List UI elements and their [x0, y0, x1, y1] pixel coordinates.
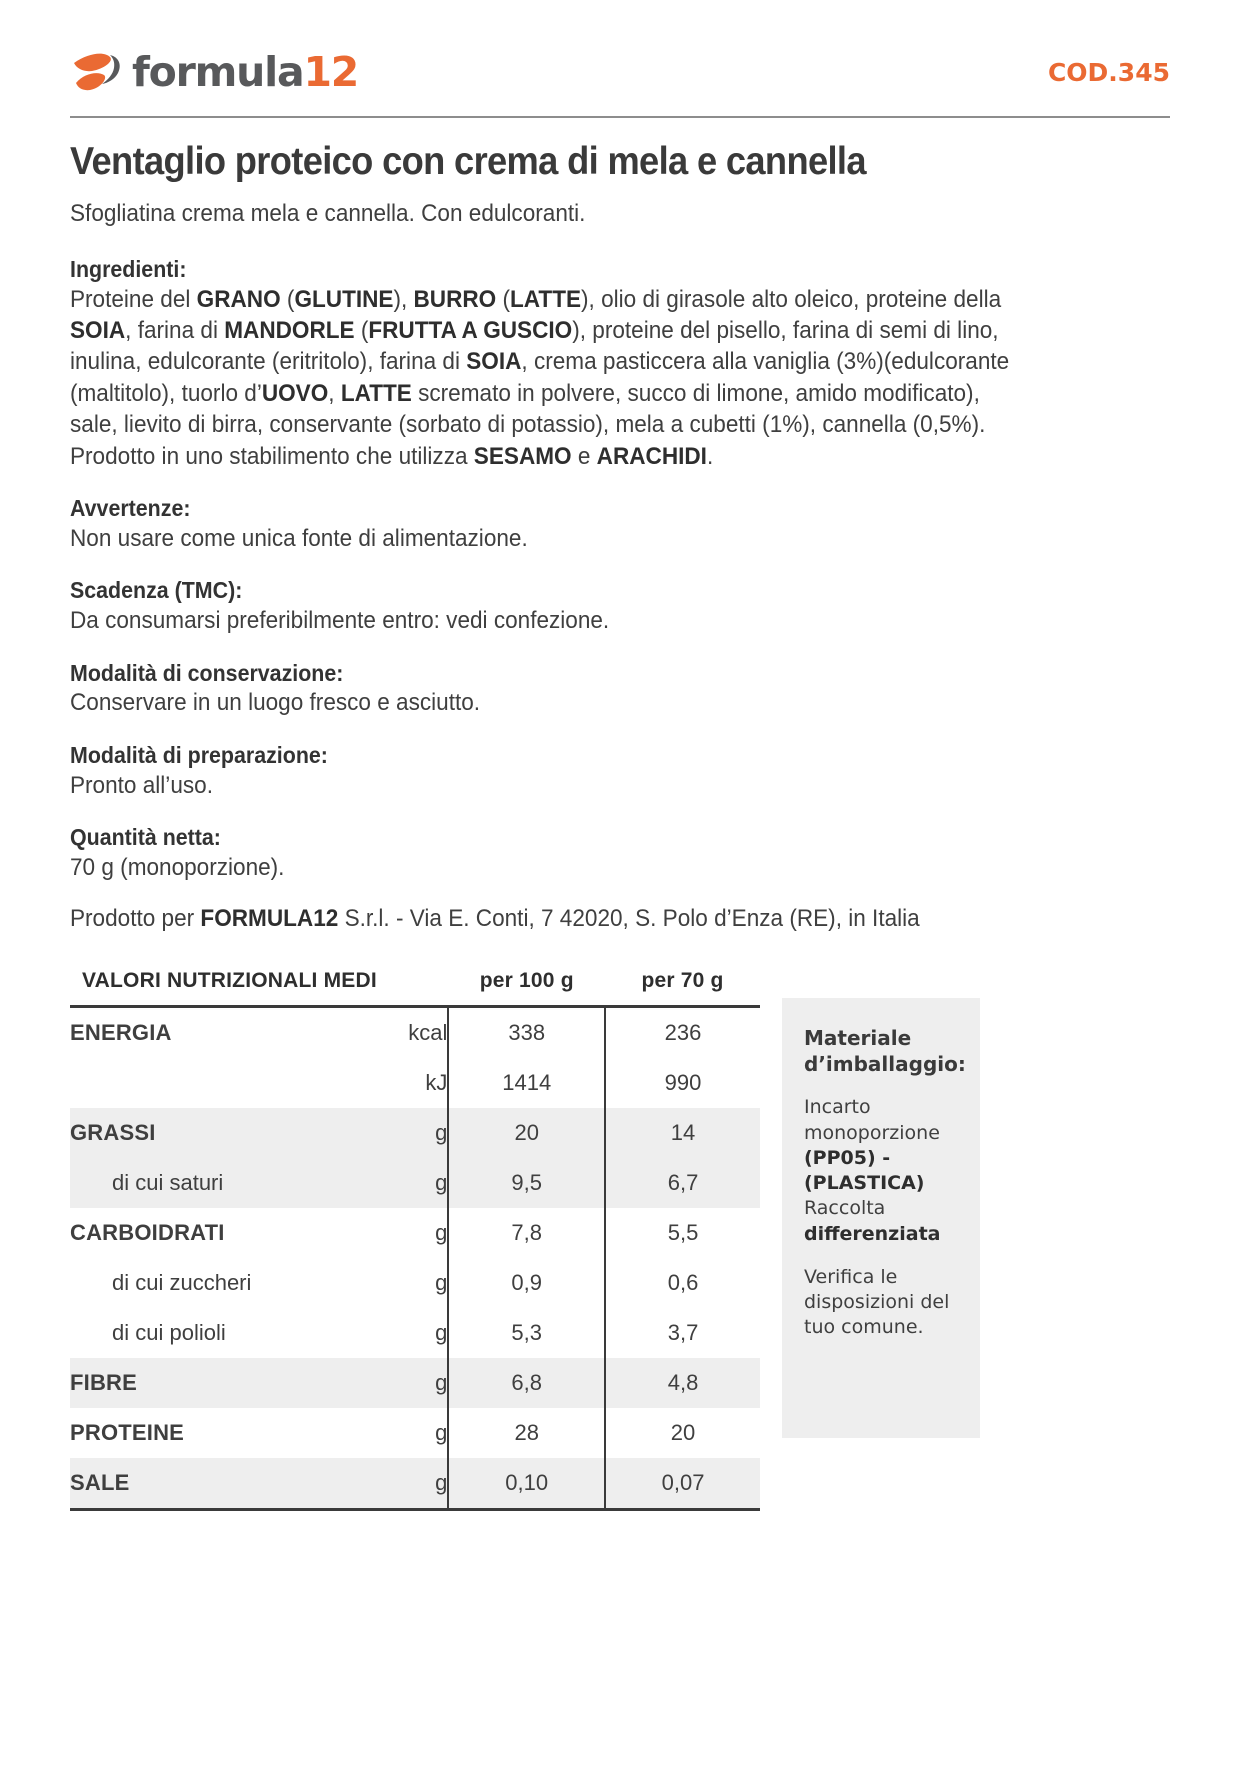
value-per-100g: 1414: [448, 1058, 605, 1108]
nutrition-table-body: [70, 1007, 760, 1509]
value-per-70g: 14: [605, 1108, 760, 1158]
brand-name-twelve: 12: [303, 47, 359, 96]
quantita-text: 70 g (monoporzione).: [70, 853, 285, 881]
value-per-100g: 0,9: [448, 1258, 605, 1308]
header-values-label: VALORI NUTRIZIONALI MEDI: [82, 969, 377, 993]
packaging-info-box: [782, 998, 980, 1438]
nutrient-unit: g: [435, 1220, 448, 1246]
scadenza-text: Da consumarsi preferibilmente entro: vedi confezione.: [70, 607, 610, 635]
nutrition-header-row: [70, 963, 760, 1007]
table-row: [70, 1408, 760, 1458]
nutrient-unit: g: [362, 1458, 448, 1508]
brand-wordmark: [132, 47, 359, 96]
value-per-70g: 4,8: [605, 1358, 760, 1408]
section-quantita: [70, 823, 1170, 883]
preparazione-text: Pronto all’uso.: [70, 771, 213, 799]
value-per-70g: 0,6: [605, 1258, 760, 1308]
product-code: COD.345: [1047, 57, 1170, 87]
value-per-100g: 20: [448, 1108, 605, 1158]
nutrient-name: FIBRE: [70, 1358, 362, 1408]
section-conservazione: [70, 659, 1170, 719]
nutrient-name: di cui polioli: [112, 1320, 226, 1346]
table-row: [70, 1308, 760, 1358]
nutrient-name: ENERGIA: [70, 1020, 172, 1046]
brand-name-formula: formula: [132, 47, 304, 96]
section-heading-ingredienti: Ingredienti:: [70, 255, 187, 282]
product-subtitle: Sfogliatina crema mela e cannella. Con edulcoranti.: [70, 199, 586, 227]
nutrient-name: PROTEINE: [70, 1420, 185, 1446]
nutrient-unit: g: [435, 1420, 448, 1446]
nutrition-table: [70, 963, 760, 1508]
nutrient-name: GRASSI: [70, 1108, 362, 1158]
producer-line: Prodotto per FORMULA12 S.r.l. - Via E. Conti, 7 42020, S. Polo d’Enza (RE), in Italia: [70, 905, 920, 933]
value-per-100g: 6,8: [448, 1358, 605, 1408]
packaging-note: Verifica le disposizioni del tuo comune.: [804, 1265, 950, 1339]
section-heading-preparazione: Modalità di preparazione:: [70, 741, 328, 768]
nutrient-name: CARBOIDRATI: [70, 1220, 225, 1246]
table-bottom-divider: [70, 1508, 760, 1511]
table-row: [70, 1358, 760, 1408]
header-per-100g: per 100 g: [479, 969, 574, 993]
value-per-100g: 7,8: [448, 1208, 605, 1258]
nutrient-unit: g: [362, 1158, 448, 1208]
table-row: [70, 1108, 760, 1158]
conservazione-text: Conservare in un luogo fresco e asciutto.: [70, 689, 481, 717]
value-per-100g: 5,3: [448, 1308, 605, 1358]
section-avvertenze: [70, 494, 1170, 554]
nutrient-unit: kcal: [408, 1020, 448, 1046]
table-row: [70, 1258, 760, 1308]
label-content: [70, 118, 1170, 933]
table-row: [70, 1458, 760, 1508]
section-scadenza: [70, 576, 1170, 636]
packaging-material-text: Incarto monoporzione (PP05) - (PLASTICA) Raccolta differenziata: [804, 1096, 941, 1245]
table-row: [70, 1007, 760, 1059]
table-row: [70, 1208, 760, 1258]
value-per-100g: 338: [448, 1007, 605, 1059]
butterfly-logo-icon: [70, 43, 128, 101]
nutrient-unit: g: [362, 1358, 448, 1408]
section-heading-scadenza: Scadenza (TMC):: [70, 577, 243, 604]
nutrient-name: di cui zuccheri: [112, 1270, 252, 1296]
value-per-70g: 3,7: [605, 1308, 760, 1358]
nutrient-unit: g: [435, 1320, 448, 1346]
page-header: [70, 0, 1170, 108]
nutrient-unit: kJ: [425, 1070, 448, 1096]
page-title: Ventaglio proteico con crema di mela e cannella: [70, 140, 866, 183]
table-row: [70, 1058, 760, 1108]
ingredients-text: Proteine del GRANO (GLUTINE), BURRO (LATTE), olio di girasole alto oleico, proteine della SOIA, farina di MANDORLE (FRUTTA A GUSCIO), proteine del pisello, farina di semi di lino, inulina, edulcorante (eritritolo), farina di SOIA, crema pasticcera alla vaniglia (3%)(edulcorante (maltitolo), tuorlo d’UOVO, LATTE scremato in polvere, succo di limone, amido modificato), sale, lievito di birra, conservante (sorbato di potassio), mela a cubetti (1%), cannella (0,5%).: [70, 285, 1010, 439]
brand-logo: [70, 43, 358, 101]
packaging-title: Materiale d’imballaggio:: [804, 1026, 966, 1076]
section-heading-conservazione: Modalità di conservazione:: [70, 659, 344, 686]
nutrition-area: [70, 963, 1170, 1511]
nutrient-unit: g: [362, 1108, 448, 1158]
nutrition-table-head: [70, 963, 760, 1007]
section-ingredienti: [70, 255, 1170, 472]
ingredients-facility-note: Prodotto in uno stabilimento che utilizza SESAMO e ARACHIDI.: [70, 442, 714, 470]
table-row: [70, 1158, 760, 1208]
value-per-100g: 9,5: [448, 1158, 605, 1208]
value-per-70g: 5,5: [605, 1208, 760, 1258]
avvertenze-text: Non usare come unica fonte di alimentazione.: [70, 524, 528, 552]
value-per-100g: 0,10: [448, 1458, 605, 1508]
value-per-70g: 990: [605, 1058, 760, 1108]
value-per-100g: 28: [448, 1408, 605, 1458]
nutrient-name: [70, 1058, 362, 1108]
nutrient-name: SALE: [70, 1458, 362, 1508]
nutrient-unit: g: [435, 1270, 448, 1296]
value-per-70g: 6,7: [605, 1158, 760, 1208]
nutrient-name: di cui saturi: [70, 1158, 362, 1208]
value-per-70g: 236: [605, 1007, 760, 1059]
value-per-70g: 0,07: [605, 1458, 760, 1508]
header-per-70g: per 70 g: [641, 969, 724, 993]
section-heading-quantita: Quantità netta:: [70, 823, 221, 850]
section-heading-avvertenze: Avvertenze:: [70, 495, 191, 522]
section-preparazione: [70, 741, 1170, 801]
nutrition-table-wrapper: [70, 963, 760, 1511]
value-per-70g: 20: [605, 1408, 760, 1458]
